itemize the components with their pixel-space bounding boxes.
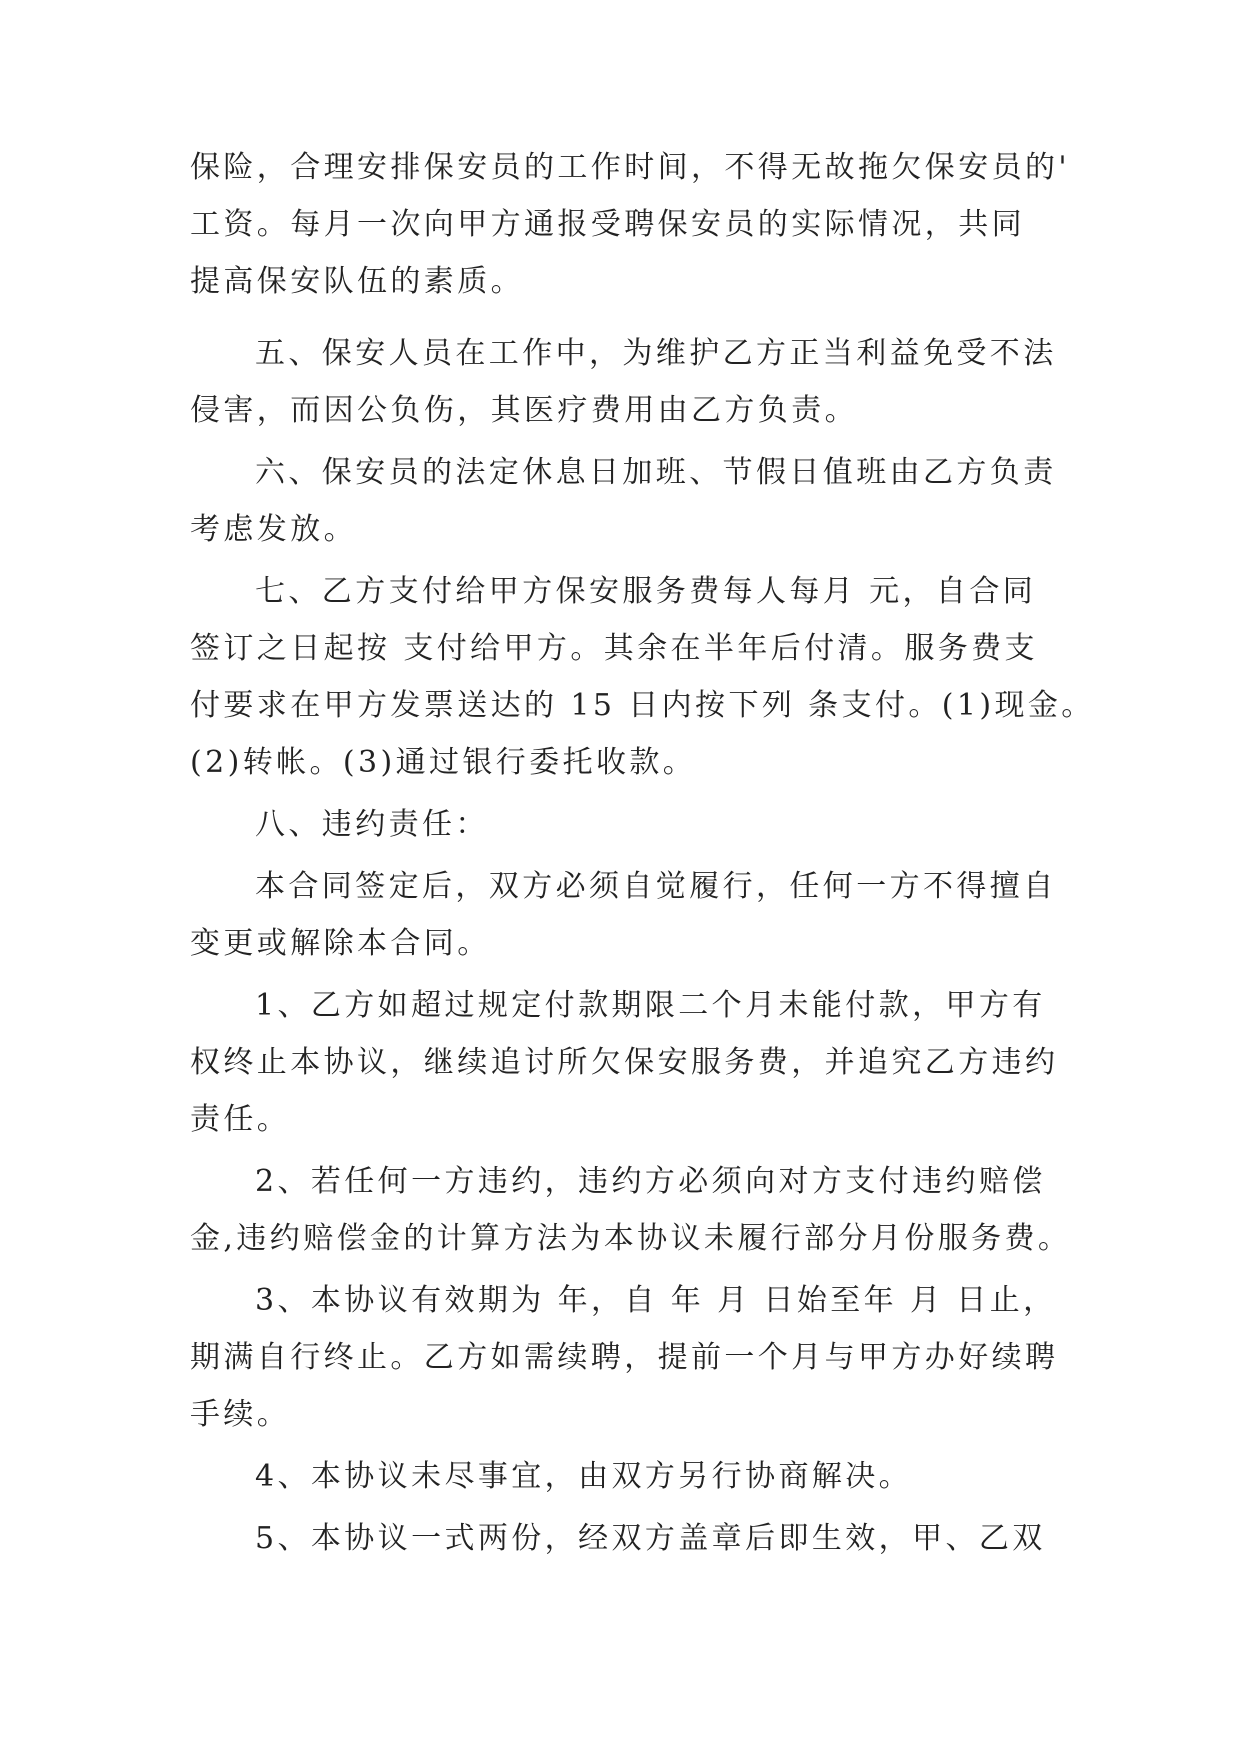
text-line: 1、乙方如超过规定付款期限二个月未能付款，甲方有: [255, 988, 1046, 1023]
text-line: 八、违约责任：: [255, 807, 489, 842]
text-line: 金,违约赔偿金的计算方法为本协议未履行部分月份服务费。: [190, 1221, 1072, 1256]
text-line: 签订之日起按 支付给甲方。其余在半年后付清。服务费支: [190, 631, 1038, 666]
text-line: 七、乙方支付给甲方保安服务费每人每月 元，自合同: [255, 574, 1037, 609]
text-line: 4、本协议未尽事宜，由双方另行协商解决。: [255, 1459, 913, 1494]
text-line: 侵害，而因公负伤，其医疗费用由乙方负责。: [190, 393, 858, 428]
text-line: 责任。: [190, 1102, 291, 1137]
text-line: 六、保安员的法定休息日加班、节假日值班由乙方负责: [255, 455, 1057, 490]
text-line: 变更或解除本合同。: [190, 926, 491, 961]
text-line: 期满自行终止。乙方如需续聘，提前一个月与甲方办好续聘: [190, 1340, 1059, 1375]
text-line: 2、若任何一方违约，违约方必须向对方支付违约赔偿: [255, 1164, 1046, 1199]
text-line: 工资。每月一次向甲方通报受聘保安员的实际情况，共同: [190, 207, 1025, 242]
text-line: 权终止本协议，继续追讨所欠保安服务费，并追究乙方违约: [190, 1045, 1059, 1080]
text-line: 保险，合理安排保安员的工作时间，不得无故拖欠保安员的': [190, 150, 1071, 185]
text-line: 考虑发放。: [190, 512, 357, 547]
text-line: 5、本协议一式两份，经双方盖章后即生效，甲、乙双: [255, 1521, 1046, 1556]
text-line: (2)转帐。(3)通过银行委托收款。: [190, 745, 697, 780]
text-line: 3、本协议有效期为 年，自 年 月 日始至年 月 日止，: [255, 1283, 1057, 1318]
text-line: 本合同签定后，双方必须自觉履行，任何一方不得擅自: [255, 869, 1057, 904]
text-line: 手续。: [190, 1397, 291, 1432]
text-line: 五、保安人员在工作中，为维护乙方正当利益免受不法: [255, 336, 1057, 371]
text-line: 付要求在甲方发票送达的 15 日内按下列 条支付。(1)现金。: [190, 688, 1095, 723]
text-line: 提高保安队伍的素质。: [190, 264, 524, 299]
